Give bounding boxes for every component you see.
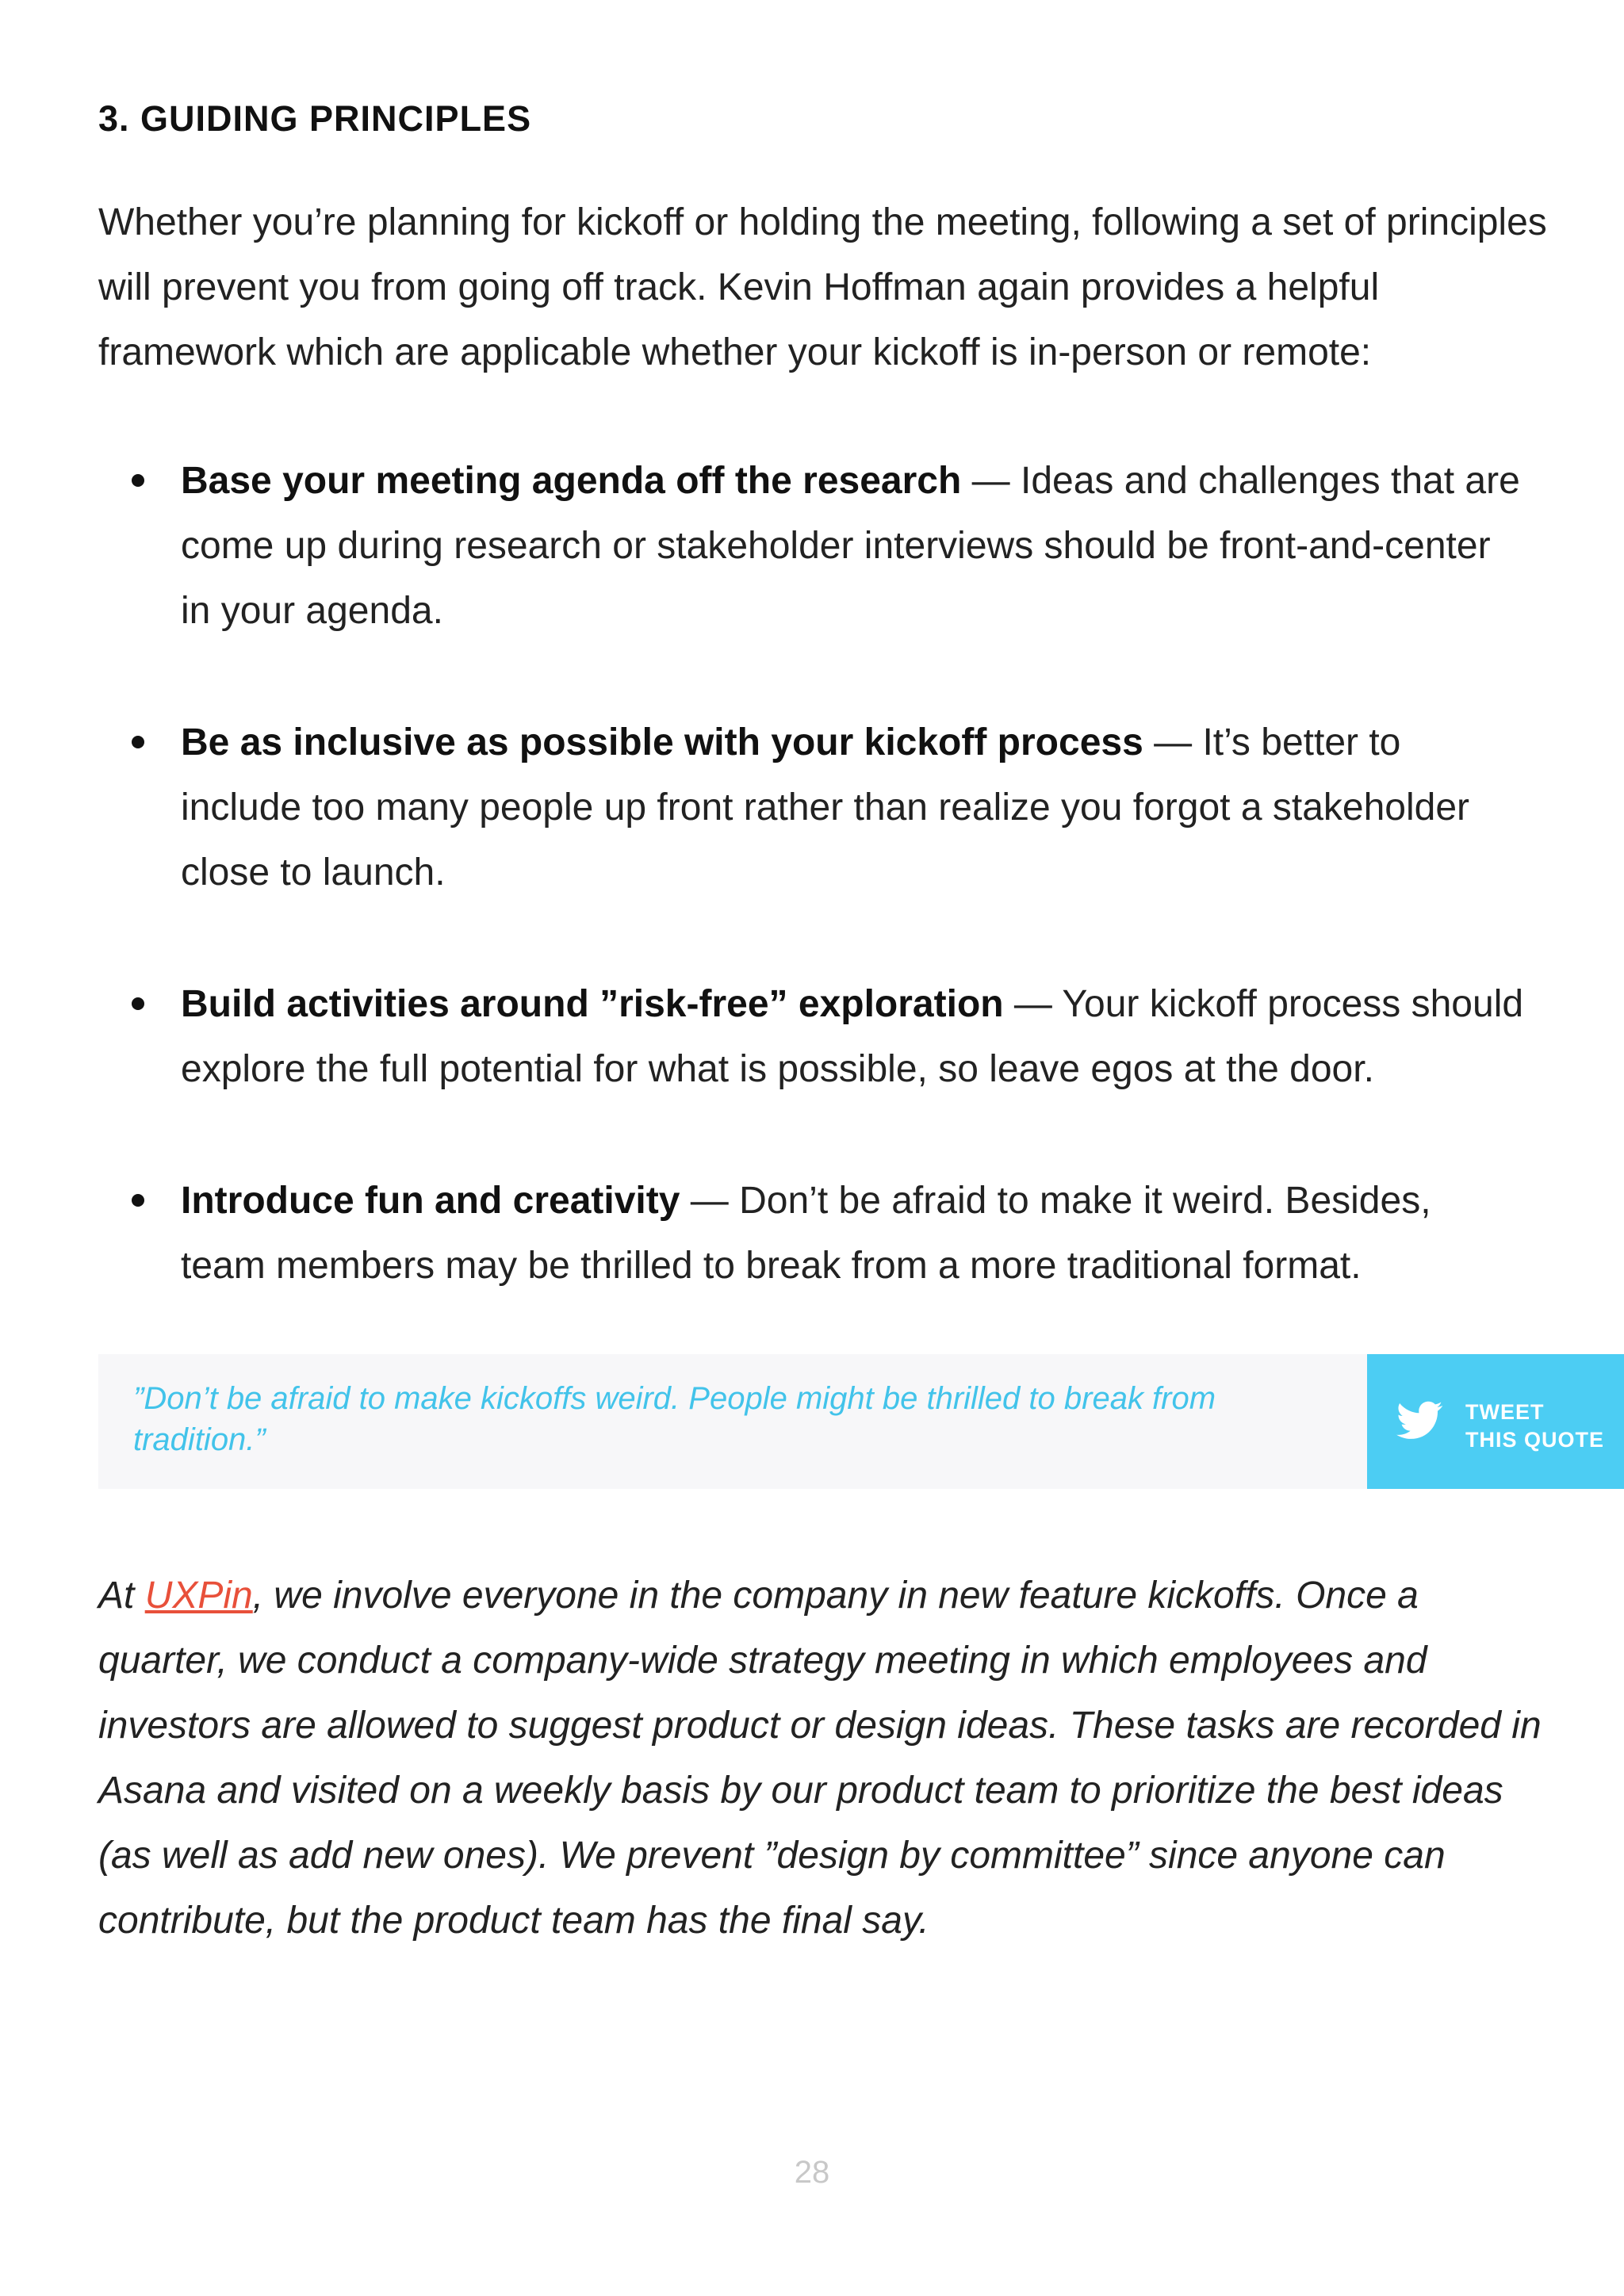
principle-text: — Ideas and challenges that are come up during research or stakeholder interviews should be front-and-center in your agenda. — [181, 460, 1520, 632]
tweet-label-line1: TWEET — [1465, 1400, 1545, 1424]
principle-title: Base your meeting agenda off the research — [181, 460, 962, 502]
bullet-icon — [132, 997, 144, 1010]
page-number: 28 — [794, 2155, 830, 2190]
story-rest: , we involve everyone in the company in new feature kickoffs. Once a quarter, we conduct a company-wide strategy meeting in which employees and investors are allowed to suggest product or design ideas. These tasks are recorded in Asana and visited on a weekly basis by our product team to prioritize the best ideas (as well as add new ones). We prevent ”design by committee” since anyone can contribute, but the product team has the final say. — [98, 1575, 1542, 1942]
twitter-bird-icon — [1396, 1397, 1445, 1443]
bullet-icon — [132, 736, 144, 748]
list-item — [98, 972, 1526, 1102]
principle-text: — Don’t be afraid to make it weird. Besides, team members may be thrilled to break from a more traditional format. — [181, 1180, 1431, 1287]
principle-title: Be as inclusive as possible with your kickoff process — [181, 721, 1143, 763]
story-prefix: At — [98, 1575, 145, 1617]
tweet-quote-button[interactable] — [1367, 1354, 1624, 1489]
tweet-label-line2: THIS QUOTE — [1465, 1428, 1605, 1452]
tweet-label — [1465, 1399, 1604, 1454]
bullet-icon — [132, 1194, 144, 1207]
list-item — [98, 710, 1526, 905]
principle-text: — It’s better to include too many people up front rather than realize you forgot a stakeholder close to launch. — [181, 721, 1470, 894]
pull-quote — [98, 1354, 1367, 1489]
uxpin-link[interactable]: UXPin — [144, 1575, 253, 1617]
uxpin-paragraph — [98, 1563, 1557, 1954]
principle-title: Introduce fun and creativity — [181, 1180, 680, 1222]
intro-paragraph: Whether you’re planning for kickoff or holding the meeting, following a set of principles will prevent you from going off track. Kevin Hoffman again provides a helpful framework which are applicable whether your kickoff is in-person or remote: — [98, 201, 1547, 373]
quote-text: ”Don’t be afraid to make kickoffs weird. People might be thrilled to break from tradition.” — [133, 1381, 1216, 1457]
bullet-icon — [132, 474, 144, 487]
principle-title: Build activities around ”risk-free” exploration — [181, 983, 1004, 1025]
section-heading: 3. GUIDING PRINCIPLES — [98, 98, 532, 139]
principles-list — [98, 449, 1526, 1299]
principle-text: — Your kickoff process should explore the full potential for what is possible, so leave egos at the door. — [181, 983, 1524, 1090]
list-item — [98, 1169, 1526, 1299]
list-item — [98, 449, 1526, 644]
